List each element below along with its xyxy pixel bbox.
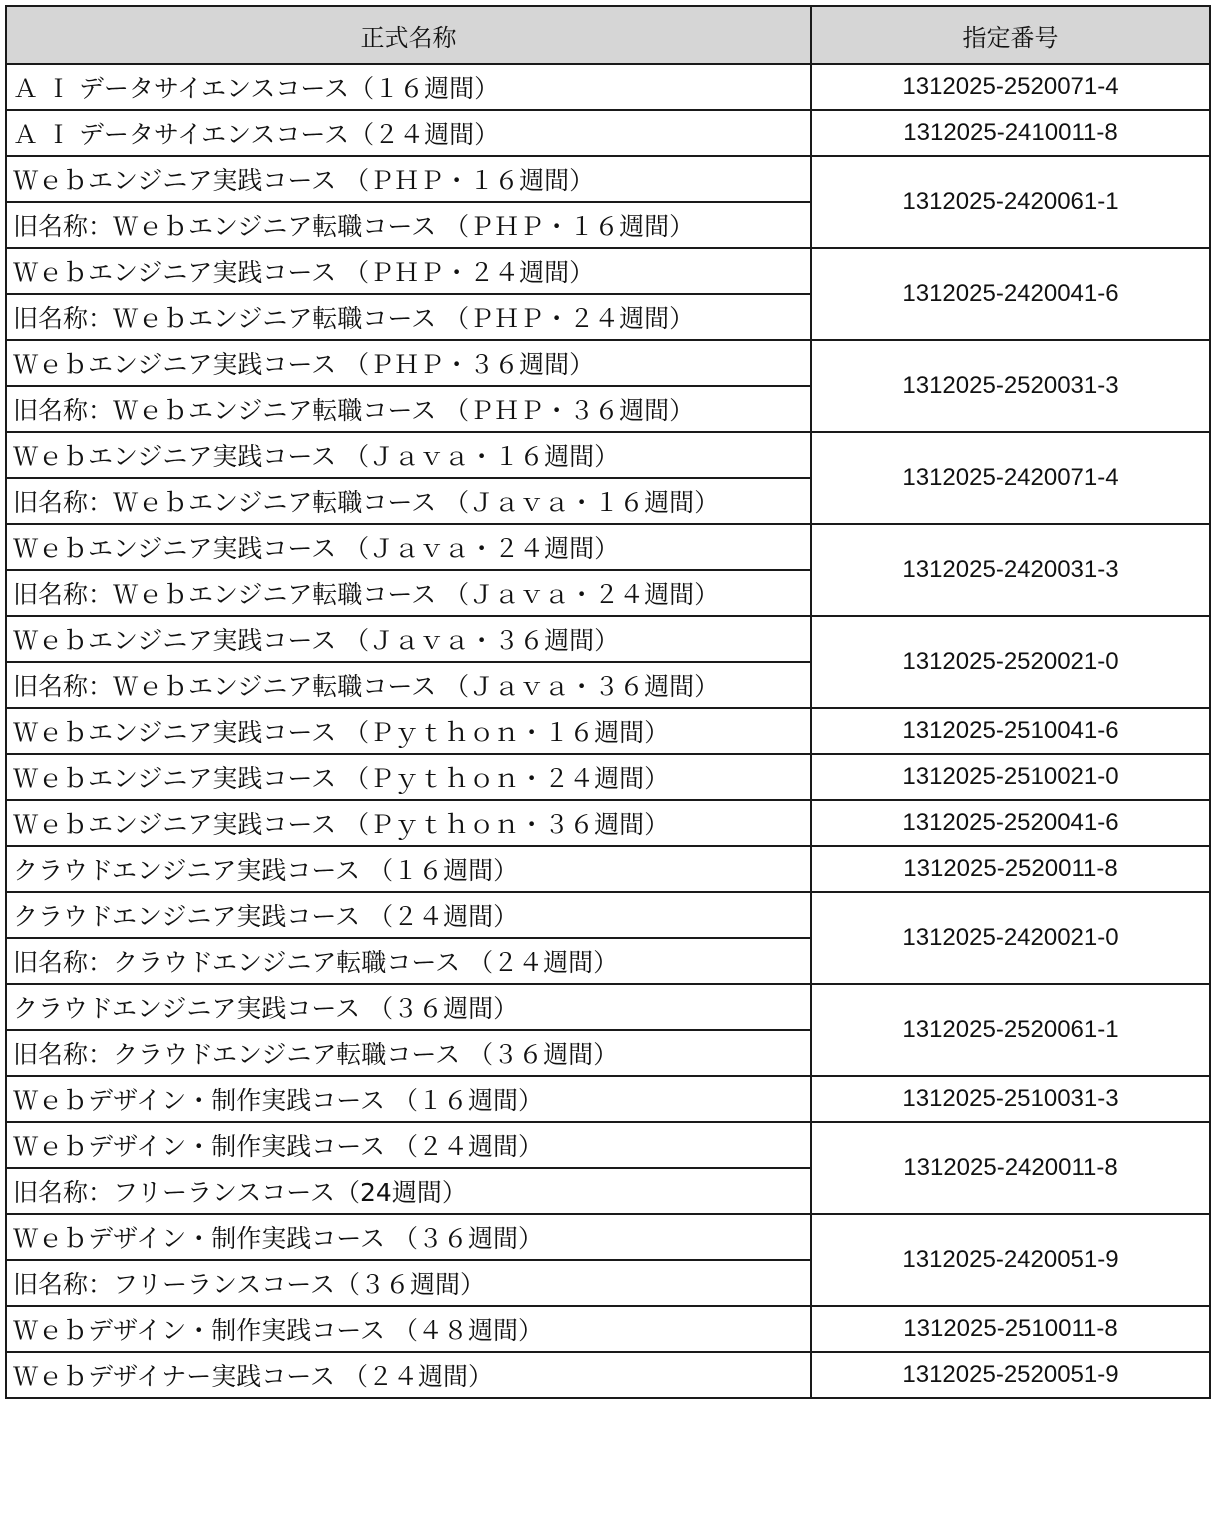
table-row (6, 1352, 1210, 1398)
designation-number: 1312025-2520051-9 (811, 1352, 1210, 1398)
course-official-name: Ｗｅｂデザイン・制作実践コース （１６週間） (6, 1076, 811, 1122)
table-row (6, 708, 1210, 754)
table-row (6, 984, 1210, 1030)
header-official-name: 正式名称 (6, 6, 811, 64)
table-row (6, 800, 1210, 846)
course-official-name: Ｗｅｂエンジニア実践コース （Ｊａｖａ・２４週間） (6, 524, 811, 570)
designation-number: 1312025-2420021-0 (811, 892, 1210, 984)
table-body (6, 64, 1210, 1398)
designation-number: 1312025-2510021-0 (811, 754, 1210, 800)
table-row (6, 110, 1210, 156)
designation-number: 1312025-2510041-6 (811, 708, 1210, 754)
designation-number: 1312025-2420041-6 (811, 248, 1210, 340)
table-row (6, 1122, 1210, 1168)
course-official-name: Ａ Ｉ データサイエンスコース（１６週間） (6, 64, 811, 110)
course-official-name: Ｗｅｂデザイン・制作実践コース （２４週間） (6, 1122, 811, 1168)
course-former-name: 旧名称：クラウドエンジニア転職コース （２４週間） (6, 938, 811, 984)
table-row (6, 1306, 1210, 1352)
course-official-name: クラウドエンジニア実践コース （３６週間） (6, 984, 811, 1030)
designation-number: 1312025-2410011-8 (811, 110, 1210, 156)
course-table (5, 5, 1211, 1399)
designation-number: 1312025-2420071-4 (811, 432, 1210, 524)
course-official-name: Ｗｅｂデザイン・制作実践コース （３６週間） (6, 1214, 811, 1260)
course-former-name: 旧名称：フリーランスコース（24週間） (6, 1168, 811, 1214)
course-official-name: Ｗｅｂエンジニア実践コース （ＰＨＰ・３６週間） (6, 340, 811, 386)
course-former-name: 旧名称：クラウドエンジニア転職コース （３６週間） (6, 1030, 811, 1076)
course-official-name: Ｗｅｂデザイン・制作実践コース （４８週間） (6, 1306, 811, 1352)
course-official-name: クラウドエンジニア実践コース （１６週間） (6, 846, 811, 892)
table-row (6, 432, 1210, 478)
course-official-name: Ｗｅｂエンジニア実践コース （ＰＨＰ・２４週間） (6, 248, 811, 294)
course-former-name: 旧名称：Ｗｅｂエンジニア転職コース （Ｊａｖａ・１６週間） (6, 478, 811, 524)
course-official-name: Ｗｅｂエンジニア実践コース （Ｐｙｔｈｏｎ・２４週間） (6, 754, 811, 800)
designation-number: 1312025-2510011-8 (811, 1306, 1210, 1352)
table-row (6, 1076, 1210, 1122)
designation-number: 1312025-2420061-1 (811, 156, 1210, 248)
table-header (6, 6, 1210, 64)
course-former-name: 旧名称：Ｗｅｂエンジニア転職コース （ＰＨＰ・２４週間） (6, 294, 811, 340)
designation-number: 1312025-2420031-3 (811, 524, 1210, 616)
designation-number: 1312025-2510031-3 (811, 1076, 1210, 1122)
header-designation-number: 指定番号 (811, 6, 1210, 64)
table-row (6, 340, 1210, 386)
designation-number: 1312025-2520041-6 (811, 800, 1210, 846)
table-row (6, 616, 1210, 662)
designation-number: 1312025-2520071-4 (811, 64, 1210, 110)
course-official-name: Ｗｅｂエンジニア実践コース （Ｐｙｔｈｏｎ・１６週間） (6, 708, 811, 754)
designation-number: 1312025-2420051-9 (811, 1214, 1210, 1306)
table-row (6, 892, 1210, 938)
designation-number: 1312025-2520061-1 (811, 984, 1210, 1076)
table-row (6, 64, 1210, 110)
table-row (6, 524, 1210, 570)
course-official-name: Ｗｅｂエンジニア実践コース （Ｐｙｔｈｏｎ・３６週間） (6, 800, 811, 846)
table-row (6, 846, 1210, 892)
table-row (6, 156, 1210, 202)
course-official-name: Ｗｅｂエンジニア実践コース （Ｊａｖａ・３６週間） (6, 616, 811, 662)
course-official-name: Ｗｅｂエンジニア実践コース （ＰＨＰ・１６週間） (6, 156, 811, 202)
course-official-name: Ｗｅｂデザイナー実践コース （２４週間） (6, 1352, 811, 1398)
course-former-name: 旧名称：Ｗｅｂエンジニア転職コース （ＰＨＰ・３６週間） (6, 386, 811, 432)
course-former-name: 旧名称：フリーランスコース（３６週間） (6, 1260, 811, 1306)
header-row (6, 6, 1210, 64)
table-row (6, 248, 1210, 294)
designation-number: 1312025-2520031-3 (811, 340, 1210, 432)
course-official-name: クラウドエンジニア実践コース （２４週間） (6, 892, 811, 938)
designation-number: 1312025-2420011-8 (811, 1122, 1210, 1214)
course-former-name: 旧名称：Ｗｅｂエンジニア転職コース （Ｊａｖａ・３６週間） (6, 662, 811, 708)
course-official-name: Ａ Ｉ データサイエンスコース（２４週間） (6, 110, 811, 156)
course-former-name: 旧名称：Ｗｅｂエンジニア転職コース （ＰＨＰ・１６週間） (6, 202, 811, 248)
designation-number: 1312025-2520011-8 (811, 846, 1210, 892)
course-official-name: Ｗｅｂエンジニア実践コース （Ｊａｖａ・１６週間） (6, 432, 811, 478)
course-former-name: 旧名称：Ｗｅｂエンジニア転職コース （Ｊａｖａ・２４週間） (6, 570, 811, 616)
table-row (6, 1214, 1210, 1260)
designation-number: 1312025-2520021-0 (811, 616, 1210, 708)
table-row (6, 754, 1210, 800)
